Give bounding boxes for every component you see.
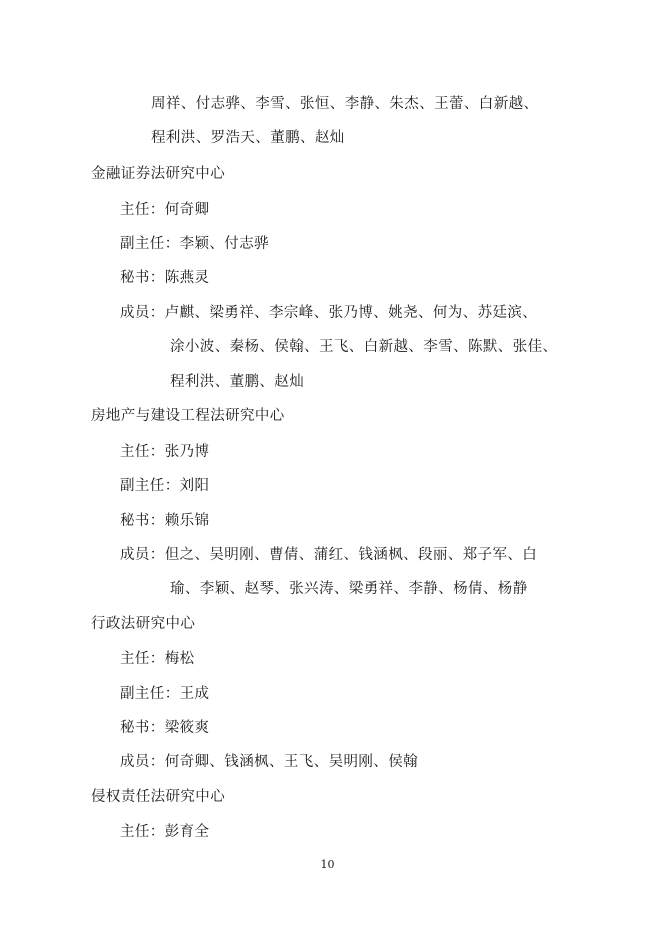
section-title: 侵权责任法研究中心 xyxy=(91,789,226,805)
secretary-line: 秘书：陈燕灵 xyxy=(120,270,210,286)
secretary-line: 秘书：梁筱爽 xyxy=(120,720,210,736)
director-line: 主任：何奇卿 xyxy=(120,202,210,218)
member-list-line: 周祥、付志骅、李雪、张恒、李静、朱杰、王蕾、白新越、 xyxy=(151,96,539,112)
member-list-line: 涂小波、秦杨、侯翰、王飞、白新越、李雪、陈默、张佳、 xyxy=(170,339,558,355)
member-list-line: 程利洪、董鹏、赵灿 xyxy=(170,374,305,390)
director-line: 主任：梅松 xyxy=(120,651,195,667)
deputy-director-line: 副主任：刘阳 xyxy=(120,478,210,494)
director-line: 主任：张乃博 xyxy=(120,444,210,460)
secretary-line: 秘书：赖乐锦 xyxy=(120,513,210,529)
section-title: 行政法研究中心 xyxy=(91,616,196,632)
member-list-line: 成员：卢麒、梁勇祥、李宗峰、张乃博、姚尧、何为、苏廷滨、 xyxy=(120,305,538,321)
member-list-line: 程利洪、罗浩天、董鹏、赵灿 xyxy=(151,130,345,146)
section-title: 房地产与建设工程法研究中心 xyxy=(91,408,285,424)
member-list-line: 成员：何奇卿、钱涵枫、王飞、吴明刚、侯翰 xyxy=(120,754,418,770)
deputy-director-line: 副主任：李颖、付志骅 xyxy=(120,236,269,252)
member-list-line: 成员：但之、吴明刚、曹倩、蒲红、钱涵枫、段丽、郑子军、白 xyxy=(120,547,538,563)
page-number: 10 xyxy=(320,858,335,871)
member-list-line: 瑜、李颖、赵琴、张兴涛、梁勇祥、李静、杨倩、杨静 xyxy=(170,581,528,597)
director-line: 主任：彭育全 xyxy=(120,824,210,840)
deputy-director-line: 副主任：王成 xyxy=(120,686,210,702)
section-title: 金融证券法研究中心 xyxy=(91,166,226,182)
